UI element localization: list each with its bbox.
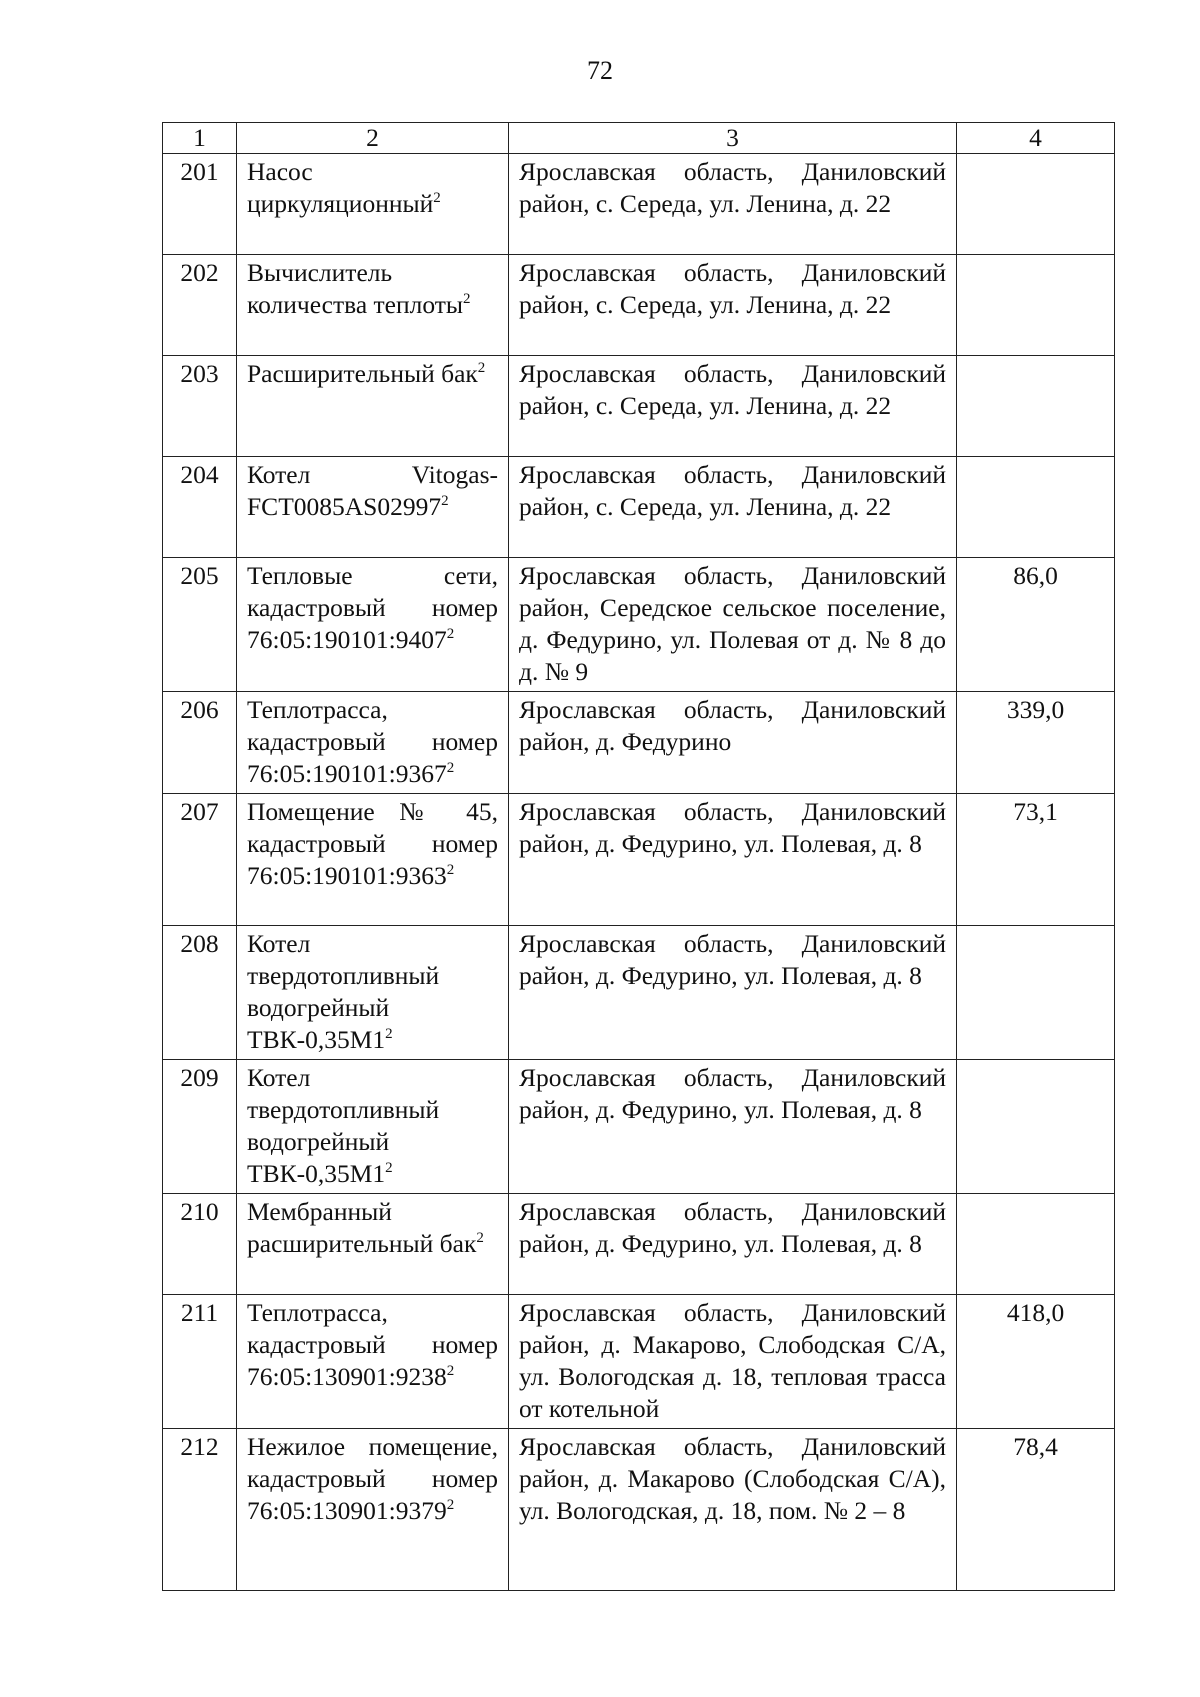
object-address: Ярославская область, Даниловский район, с. Середа, ул. Ленина, д. 22 [509,154,957,255]
column-header-3: 3 [509,123,957,154]
object-address: Ярославская область, Даниловский район, д. Макарово (Слободская С/А), ул. Вологодская, д. 18, пом. № 2 – 8 [509,1429,957,1591]
object-name-text: Мембранный расширительный бак [247,1197,477,1258]
table-row [163,356,1115,457]
object-name-text: Теплотрасса, кадастровый номер 76:05:130901:9238 [247,1298,498,1391]
page-number: 72 [587,56,613,85]
row-number: 204 [163,457,237,558]
object-name-text: Нежилое помещение, кадастровый номер 76:05:130901:9379 [247,1432,498,1525]
footnote-mark: 2 [446,760,455,776]
object-address: Ярославская область, Даниловский район, д. Федурино, ул. Полевая, д. 8 [509,926,957,1060]
object-value: 86,0 [957,558,1115,692]
object-value [957,1194,1115,1295]
object-name [237,255,509,356]
row-number: 210 [163,1194,237,1295]
table-row [163,794,1115,926]
object-address: Ярославская область, Даниловский район, д. Федурино, ул. Полевая, д. 8 [509,1060,957,1194]
object-value [957,926,1115,1060]
object-name [237,794,509,926]
object-value [957,154,1115,255]
row-number: 212 [163,1429,237,1591]
object-value: 73,1 [957,794,1115,926]
column-header-1: 1 [163,123,237,154]
object-value: 78,4 [957,1429,1115,1591]
object-name-text: Котел твердотопливный водогрейный ТВК-0,35М1 [247,1063,440,1188]
footnote-mark: 2 [446,626,455,642]
row-number: 209 [163,1060,237,1194]
object-value [957,356,1115,457]
footnote-mark: 2 [463,291,471,307]
object-name-text: Помещение № 45, кадастровый номер 76:05:190101:9363 [247,797,498,890]
footnote-mark: 2 [385,1160,393,1176]
object-address: Ярославская область, Даниловский район, д. Макарово, Слободская С/А, ул. Вологодская д. 18, тепловая трасса от котельной [509,1295,957,1429]
row-number: 208 [163,926,237,1060]
footnote-mark: 2 [477,360,486,376]
object-name [237,926,509,1060]
table-row [163,558,1115,692]
table-row [163,255,1115,356]
object-value [957,255,1115,356]
object-name [237,356,509,457]
object-value [957,457,1115,558]
row-number: 202 [163,255,237,356]
object-value [957,1060,1115,1194]
object-value: 339,0 [957,692,1115,794]
row-number: 206 [163,692,237,794]
row-number: 201 [163,154,237,255]
footnote-mark: 2 [446,1497,455,1513]
footnote-mark: 2 [476,1230,484,1246]
footnote-mark: 2 [446,1363,455,1379]
object-name [237,154,509,255]
object-name-text: Теплотрасса, кадастровый номер 76:05:190101:9367 [247,695,498,788]
table-row [163,1295,1115,1429]
object-address: Ярославская область, Даниловский район, с. Середа, ул. Ленина, д. 22 [509,255,957,356]
row-number: 205 [163,558,237,692]
object-name [237,1295,509,1429]
footnote-mark: 2 [441,493,449,509]
row-number: 211 [163,1295,237,1429]
footnote-mark: 2 [433,190,441,206]
table-row [163,1194,1115,1295]
table-header-row [163,123,1115,154]
table-row [163,1060,1115,1194]
object-name-text: Расширительный бак [247,359,478,388]
object-address: Ярославская область, Даниловский район, Середское сельское поселение, д. Федурино, ул. Полевая от д. № 8 до д. № 9 [509,558,957,692]
object-address: Ярославская область, Даниловский район, д. Федурино, ул. Полевая, д. 8 [509,794,957,926]
object-name-text: Насос циркуляционный [247,157,434,218]
property-registry-table [162,122,1115,1591]
object-name [237,692,509,794]
table-row [163,457,1115,558]
object-name [237,558,509,692]
object-address: Ярославская область, Даниловский район, д. Федурино [509,692,957,794]
object-name [237,1060,509,1194]
table-row [163,692,1115,794]
object-value: 418,0 [957,1295,1115,1429]
object-address: Ярославская область, Даниловский район, с. Середа, ул. Ленина, д. 22 [509,356,957,457]
table-row [163,926,1115,1060]
object-address: Ярославская область, Даниловский район, с. Середа, ул. Ленина, д. 22 [509,457,957,558]
object-name-text: Вычислитель количества теплоты [247,258,464,319]
object-name [237,1194,509,1295]
row-number: 203 [163,356,237,457]
table-row [163,1429,1115,1591]
row-number: 207 [163,794,237,926]
object-address: Ярославская область, Даниловский район, д. Федурино, ул. Полевая, д. 8 [509,1194,957,1295]
footnote-mark: 2 [446,862,455,878]
object-name [237,457,509,558]
column-header-2: 2 [237,123,509,154]
column-header-4: 4 [957,123,1115,154]
object-name-text: Тепловые сети, кадастровый номер 76:05:190101:9407 [247,561,498,654]
object-name-text: Котел твердотопливный водогрейный ТВК-0,35М1 [247,929,440,1054]
object-name-text: Котел Vitogas-FCT0085AS02997 [247,460,498,521]
table-row [163,154,1115,255]
object-name [237,1429,509,1591]
footnote-mark: 2 [385,1026,393,1042]
